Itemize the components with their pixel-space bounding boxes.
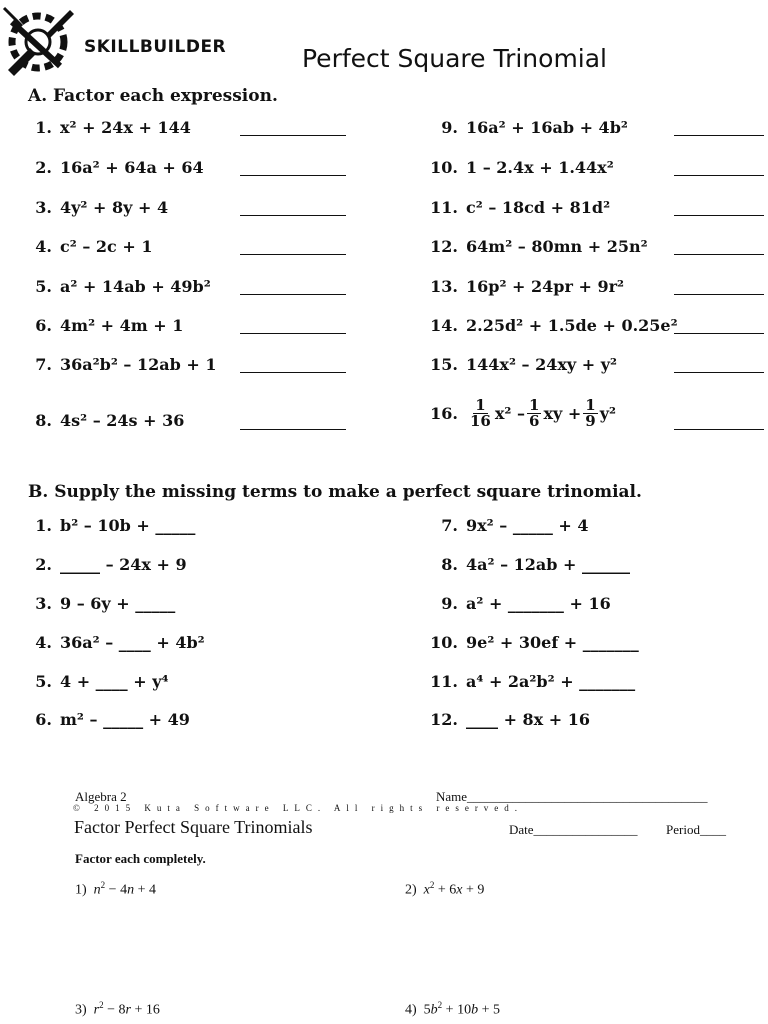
fraction-1-9: $\frac{1}{9}$ (585, 396, 596, 430)
name-field[interactable]: Name_____________________________________ (436, 789, 708, 804)
answer-line-a4[interactable] (240, 254, 346, 255)
worksheet-title: Factor Perfect Square Trinomials (74, 817, 313, 837)
answer-line-a12[interactable] (674, 254, 764, 255)
period-field[interactable]: Period____ (666, 822, 726, 837)
problem-a16: 16. $\frac{1}{16}$ x² – $\frac{1}{6}$ xy + $\frac{1}{9}$ y² (430, 396, 616, 430)
problem-b9: 9. a² + _______ + 16 (441, 594, 611, 613)
problem-b10: 10. 9e² + 30ef + _______ (430, 633, 639, 652)
problem-b1: 1. b² – 10b + _____ (35, 516, 196, 535)
problem-a3: 3. 4y² + 8y + 4 (35, 198, 169, 217)
problem-a4: 4. c² – 2c + 1 (35, 237, 153, 256)
problem-a11: 11. c² – 18cd + 81d² (430, 198, 611, 217)
problem-a13: 13. 16p² + 24pr + 9r² (430, 277, 625, 296)
problem-b3: 3. 9 – 6y + _____ (35, 594, 176, 613)
problem-b12: 12. ____ + 8x + 16 (430, 710, 591, 729)
brand-name: SKILLBUILDER (84, 37, 227, 57)
kuta-problem-3: 3) $r^2 - 8r + 16$ (75, 1000, 160, 1018)
problem-b5: 5. 4 + ____ + y⁴ (35, 672, 169, 691)
kuta-problem-4: 4) $5b^2 + 10b + 5$ (405, 1000, 500, 1018)
answer-line-a10[interactable] (674, 175, 764, 176)
problem-a2: 2. 16a² + 64a + 64 (35, 158, 204, 177)
page-title: Perfect Square Trinomial (302, 44, 608, 73)
kuta-problem-1: 1) $n^2 - 4n + 4$ (75, 880, 156, 898)
problem-b11: 11. a⁴ + 2a²b² + _______ (430, 672, 636, 691)
answer-line-a15[interactable] (674, 372, 764, 373)
answer-line-a9[interactable] (674, 135, 764, 136)
section-a-heading: A. Factor each expression. (28, 86, 278, 106)
date-field[interactable]: Date________________ (509, 822, 638, 837)
problem-b7: 7. 9x² – _____ + 4 (441, 516, 589, 535)
problem-a1: 1. x² + 24x + 144 (35, 118, 191, 137)
answer-line-a3[interactable] (240, 215, 346, 216)
answer-line-a2[interactable] (240, 175, 346, 176)
answer-line-a5[interactable] (240, 294, 346, 295)
fraction-1-16: $\frac{1}{16}$ (470, 396, 491, 430)
instruction: Factor each completely. (75, 851, 206, 866)
answer-line-a6[interactable] (240, 333, 346, 334)
answer-line-a13[interactable] (674, 294, 764, 295)
problem-b2: 2. _____ – 24x + 9 (35, 555, 187, 574)
problem-a9: 9. 16a² + 16ab + 4b² (441, 118, 628, 137)
answer-line-a11[interactable] (674, 215, 764, 216)
section-b-heading: B. Supply the missing terms to make a perfect square trinomial. (28, 482, 642, 502)
problem-a8: 8. 4s² – 24s + 36 (35, 411, 185, 430)
problem-a10: 10. 1 – 2.4x + 1.44x² (430, 158, 614, 177)
problem-a7: 7. 36a²b² – 12ab + 1 (35, 355, 217, 374)
skillbuilder-logo-icon (0, 0, 80, 80)
problem-a5: 5. a² + 14ab + 49b² (35, 277, 211, 296)
problem-b4: 4. 36a² – ____ + 4b² (35, 633, 205, 652)
copyright-notice: © 2015 Kuta Software LLC. All rights reserved. (73, 803, 524, 813)
course-label: Algebra 2 (75, 789, 127, 804)
fraction-1-6: $\frac{1}{6}$ (529, 396, 540, 430)
answer-line-a8[interactable] (240, 429, 346, 430)
problem-b6: 6. m² – _____ + 49 (35, 710, 190, 729)
answer-line-a1[interactable] (240, 135, 346, 136)
problem-a14: 14. 2.25d² + 1.5de + 0.25e² (430, 316, 678, 335)
problem-a12: 12. 64m² – 80mn + 25n² (430, 237, 648, 256)
problem-b8: 8. 4a² – 12ab + ______ (441, 555, 631, 574)
answer-line-a14[interactable] (674, 333, 764, 334)
kuta-problem-2: 2) $x^2 + 6x + 9$ (405, 880, 485, 898)
answer-line-a7[interactable] (240, 372, 346, 373)
answer-line-a16[interactable] (674, 429, 764, 430)
problem-a6: 6. 4m² + 4m + 1 (35, 316, 184, 335)
problem-a15: 15. 144x² – 24xy + y² (430, 355, 618, 374)
